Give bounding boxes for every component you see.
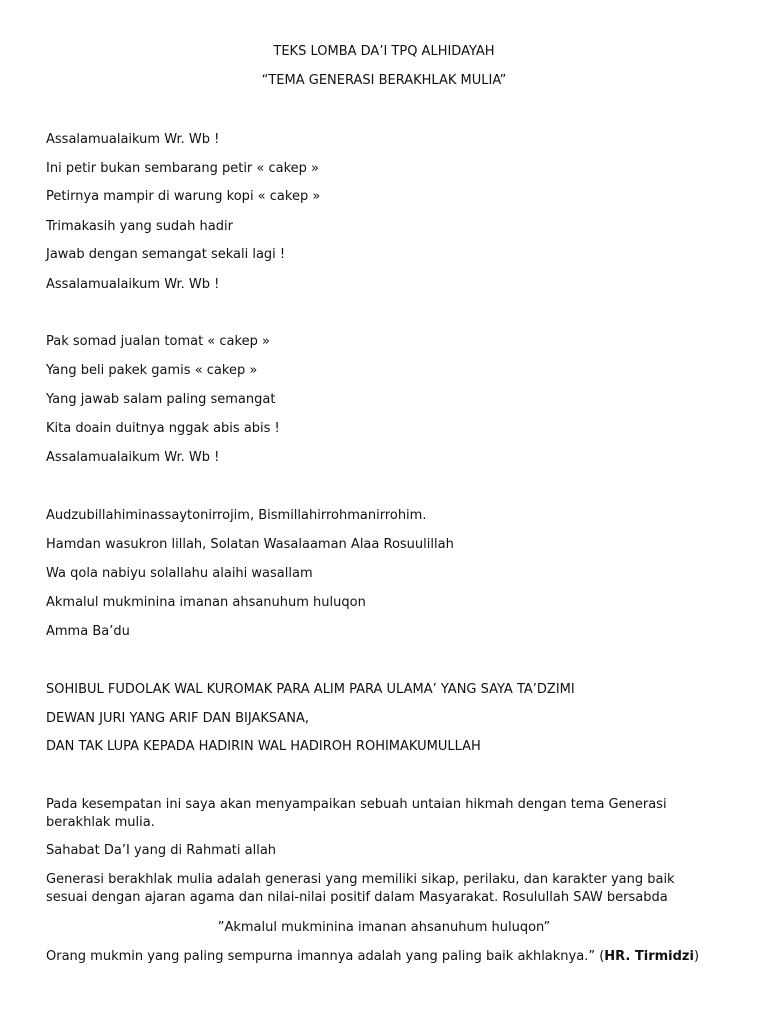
intro-paragraph: Pada kesempatan ini saya akan menyampaikan sebuah untaian hikmah dengan tema Generasi berakhlak mulia. (46, 797, 667, 830)
salutation-line: SOHIBUL FUDOLAK WAL KUROMAK PARA ALIM PARA ULAMA’ YANG SAYA TA’DZIMI (46, 682, 575, 697)
salutation-line: DEWAN JURI YANG ARIF DAN BIJAKSANA, (46, 711, 310, 726)
hadith-source-open: ( (595, 949, 605, 964)
salutation-line: DAN TAK LUPA KEPADA HADIRIN WAL HADIROH ROHIMAKUMULLAH (46, 739, 481, 754)
opening-line: Assalamualaikum Wr. Wb ! (46, 132, 220, 147)
greeting-line: Sahabat Da’I yang di Rahmati allah (46, 843, 277, 858)
pantun-line: Kita doain duitnya nggak abis abis ! (46, 421, 280, 436)
pantun-line: Assalamualaikum Wr. Wb ! (46, 450, 220, 465)
opening-line: Petirnya mampir di warung kopi « cakep » (46, 189, 321, 204)
doa-line: Audzubillahiminassaytonirrojim, Bismillahirrohmanirrohim. (46, 508, 427, 523)
opening-line: Ini petir bukan sembarang petir « cakep » (46, 161, 320, 176)
hadith-source: HR. Tirmidzi (604, 949, 694, 964)
opening-line: Jawab dengan semangat sekali lagi ! (46, 247, 286, 262)
hadith-source-close: ) (693, 949, 700, 964)
opening-line: Assalamualaikum Wr. Wb ! (46, 277, 220, 292)
doa-line: Akmalul mukminina imanan ahsanuhum huluqon (46, 595, 366, 610)
doa-line: Amma Ba’du (46, 624, 130, 639)
pantun-line: Yang beli pakek gamis « cakep » (46, 363, 258, 378)
hadith-translation: Orang mukmin yang paling sempurna imannya adalah yang paling baik akhlaknya.” (46, 949, 596, 964)
pantun-line: Pak somad jualan tomat « cakep » (46, 334, 270, 349)
doa-line: Hamdan wasukron lillah, Solatan Wasalaaman Alaa Rosuulillah (46, 537, 454, 552)
pantun-line: Yang jawab salam paling semangat (46, 392, 276, 407)
document-title: TEKS LOMBA DA’I TPQ ALHIDAYAH (273, 44, 495, 59)
hadith-quote: ”Akmalul mukminina imanan ahsanuhum huluqon” (217, 920, 551, 935)
hadith-translation-line (46, 948, 716, 966)
doa-line: Wa qola nabiyu solallahu alaihi wasallam (46, 566, 313, 581)
opening-line: Trimakasih yang sudah hadir (46, 219, 233, 234)
document-subtitle: “TEMA GENERASI BERAKHLAK MULIA” (261, 73, 507, 88)
definition-paragraph: Generasi berakhlak mulia adalah generasi yang memiliki sikap, perilaku, dan karakter yang baik sesuai dengan ajaran agama dan nilai-nilai positif dalam Masyarakat. Rosulullah SAW bersabda (46, 872, 675, 905)
